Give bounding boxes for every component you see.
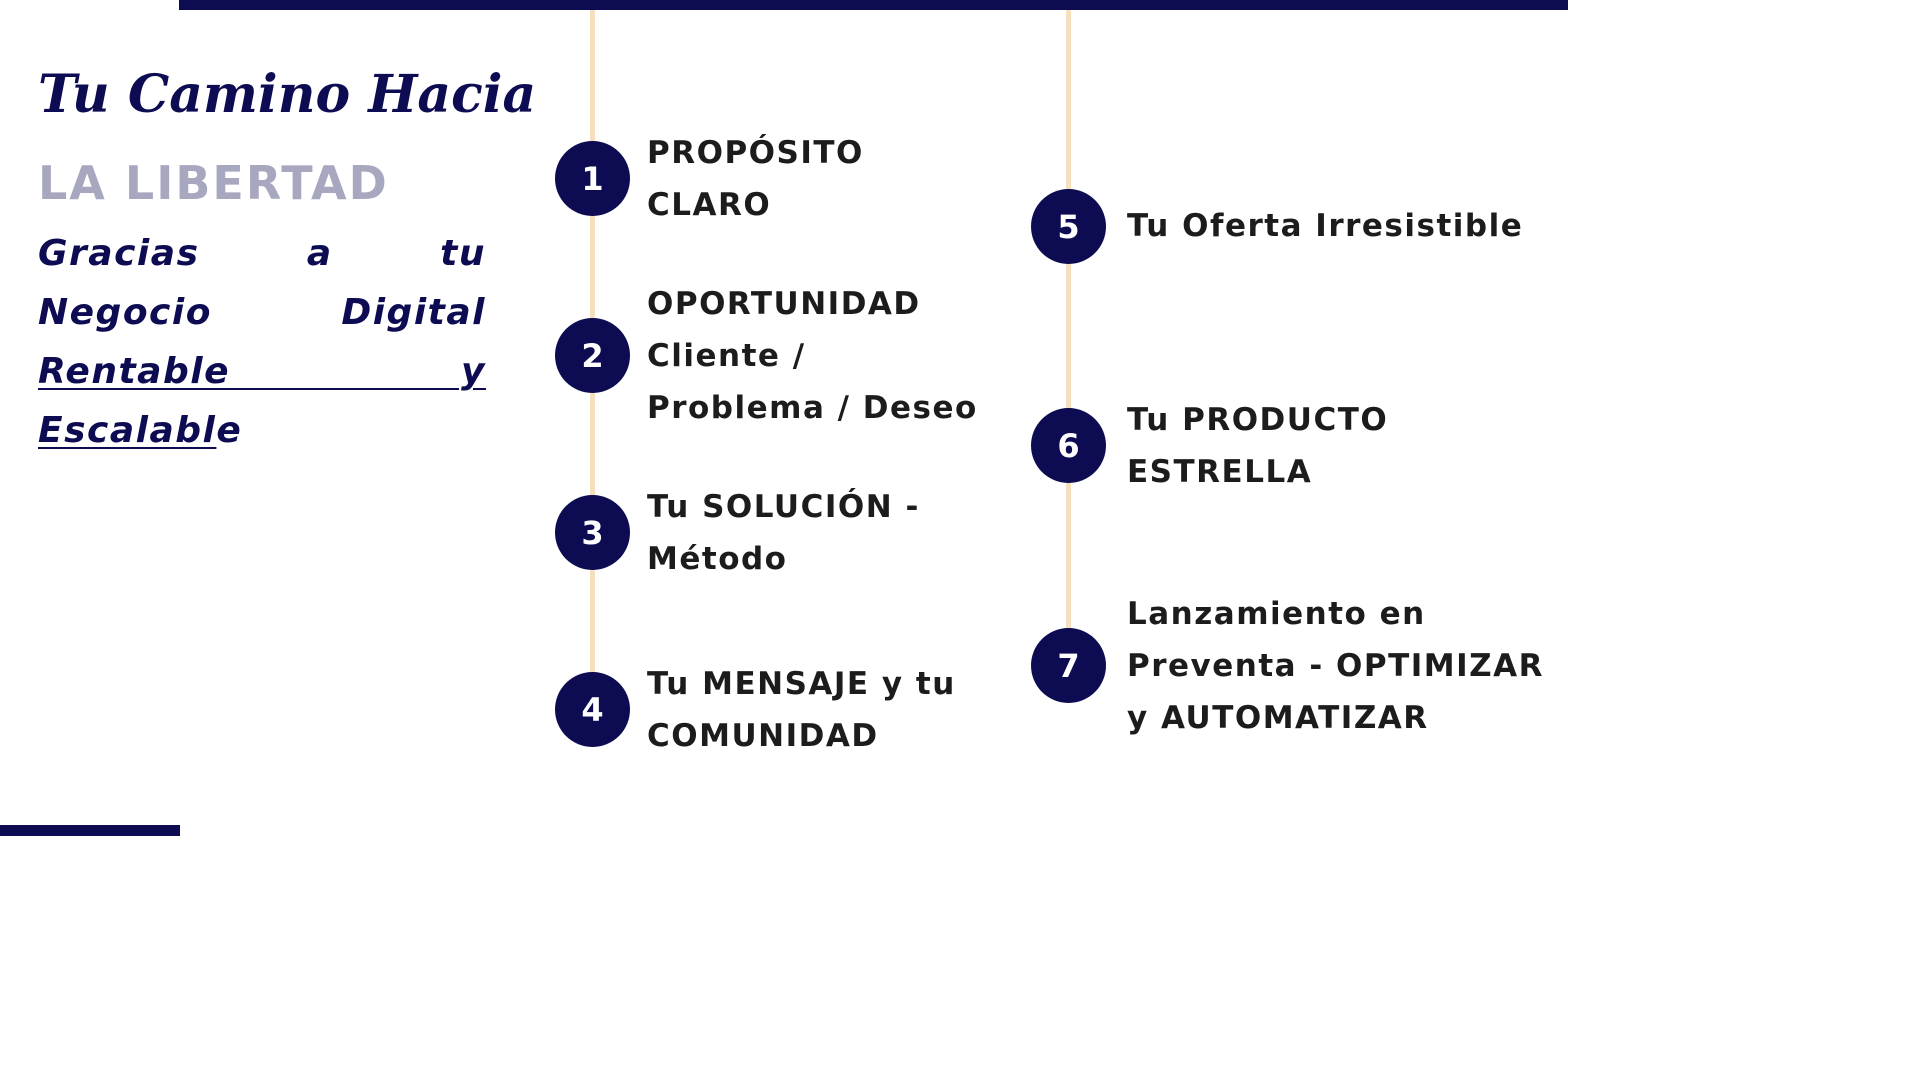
page-subtitle xyxy=(38,224,486,460)
step-label-line: y AUTOMATIZAR xyxy=(1127,700,1429,736)
step-label-line: Método xyxy=(647,541,788,577)
step-label xyxy=(647,481,920,585)
timeline-line-right xyxy=(1066,10,1071,650)
step-label-line: Preventa - OPTIMIZAR xyxy=(1127,648,1545,684)
step-number-badge: 6 xyxy=(1031,408,1106,483)
step-label-line: OPORTUNIDAD xyxy=(647,286,921,322)
step-number-badge: 7 xyxy=(1031,628,1106,703)
step-label xyxy=(647,127,864,231)
step-label xyxy=(1127,588,1544,744)
subtitle-underlined-text: Rentable y Escalabl xyxy=(38,351,486,451)
page-title: Tu Camino Hacia xyxy=(38,64,537,125)
step-label-line: PROPÓSITO xyxy=(647,135,864,171)
step-label-line: Tu SOLUCIÓN - xyxy=(647,489,920,525)
step-label-line: Cliente / xyxy=(647,338,806,374)
step-number-badge: 1 xyxy=(555,141,630,216)
step-label xyxy=(1127,200,1523,252)
step-label-line: Problema / Deseo xyxy=(647,390,978,426)
step-label-line: COMUNIDAD xyxy=(647,718,879,754)
step-label-line: ESTRELLA xyxy=(1127,454,1313,490)
step-number-badge: 4 xyxy=(555,672,630,747)
bottom-accent-bar xyxy=(0,825,180,836)
step-label xyxy=(647,278,978,434)
step-label-line: Tu Oferta Irresistible xyxy=(1127,208,1524,244)
step-label-line: CLARO xyxy=(647,187,772,223)
step-label-line: Lanzamiento en xyxy=(1127,596,1426,632)
step-label xyxy=(647,658,956,762)
step-label-line: Tu MENSAJE y tu xyxy=(647,666,956,702)
subtitle-text-end: e xyxy=(216,410,243,451)
subtitle-text: Gracias a tu Negocio Digital xyxy=(38,233,486,333)
step-number-badge: 2 xyxy=(555,318,630,393)
step-number-badge: 3 xyxy=(555,495,630,570)
top-accent-bar xyxy=(179,0,1568,10)
step-number-badge: 5 xyxy=(1031,189,1106,264)
page-title-highlight: LA LIBERTAD xyxy=(38,156,389,210)
step-label xyxy=(1127,394,1388,498)
step-label-line: Tu PRODUCTO xyxy=(1127,402,1389,438)
